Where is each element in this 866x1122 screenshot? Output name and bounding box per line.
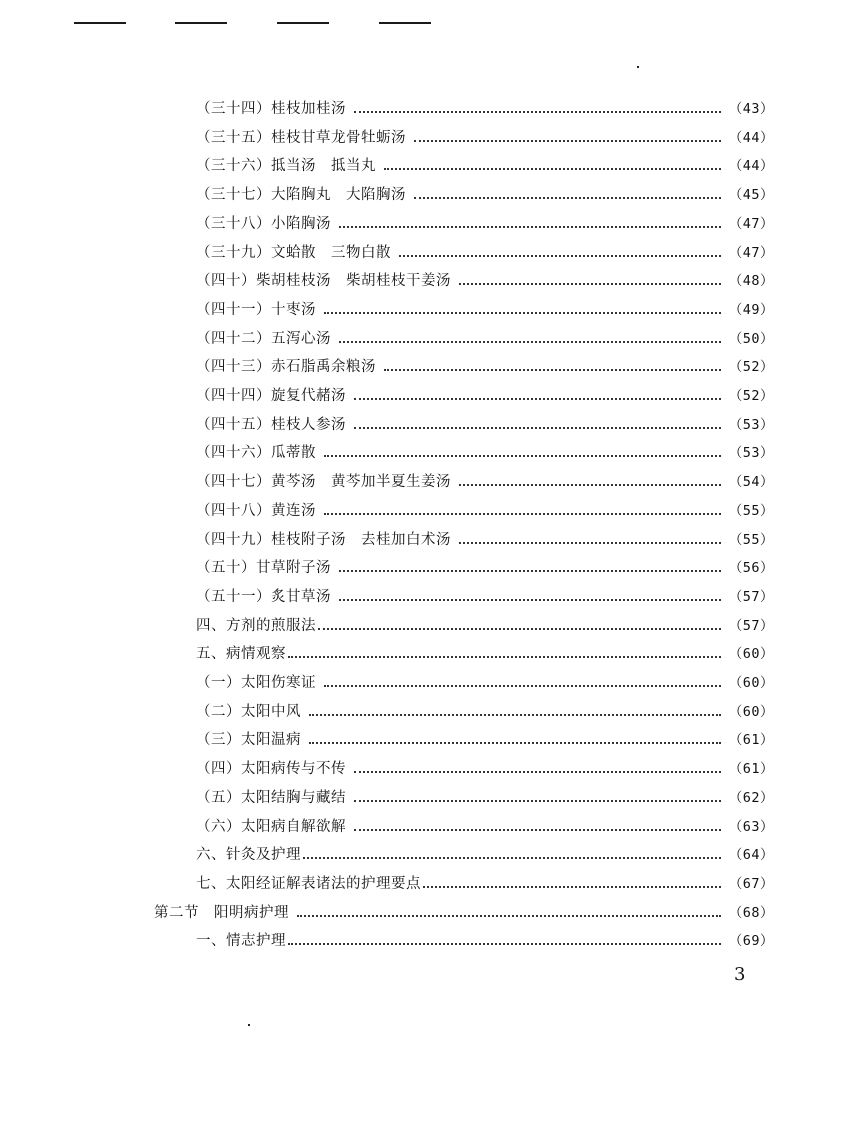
toc-entry[interactable] bbox=[196, 299, 774, 321]
toc-entry[interactable] bbox=[196, 844, 774, 866]
toc-leader bbox=[309, 742, 721, 744]
header-rule-1 bbox=[74, 22, 126, 24]
toc-entry-title: （四十六）瓜蒂散 bbox=[196, 445, 316, 462]
toc-entry-page: （55） bbox=[728, 531, 774, 548]
toc-entry-page: （56） bbox=[728, 560, 774, 577]
toc-leader bbox=[459, 484, 721, 486]
toc-entry-title: （三十五）桂枝甘草龙骨牡蛎汤 bbox=[196, 129, 406, 146]
toc-entry-page: （60） bbox=[728, 646, 774, 663]
toc-leader bbox=[303, 857, 721, 859]
toc-entry-title: （三）太阳温病 bbox=[196, 732, 301, 749]
scan-speck bbox=[248, 1024, 250, 1026]
toc-leader bbox=[414, 140, 721, 142]
toc-leader bbox=[459, 283, 721, 285]
toc-entry-page: （45） bbox=[728, 187, 774, 204]
toc-leader bbox=[309, 714, 721, 716]
toc-entry-title: 六、针灸及护理 bbox=[196, 847, 301, 864]
toc-entry[interactable] bbox=[196, 758, 774, 780]
toc-entry-title: （四十四）旋复代赭汤 bbox=[196, 388, 346, 404]
toc-leader bbox=[354, 771, 721, 773]
toc-leader bbox=[414, 197, 721, 199]
toc-entry[interactable] bbox=[196, 615, 774, 637]
toc-entry-page: （54） bbox=[728, 474, 774, 491]
toc-entry[interactable] bbox=[196, 98, 774, 120]
toc-entry[interactable] bbox=[196, 184, 774, 206]
toc-entry[interactable] bbox=[196, 729, 774, 751]
toc-entry-page: （48） bbox=[728, 273, 774, 290]
toc-entry-title: （五十一）炙甘草汤 bbox=[196, 588, 331, 605]
toc-entry-page: （67） bbox=[728, 875, 774, 892]
toc-leader bbox=[339, 226, 721, 228]
toc-leader bbox=[354, 427, 721, 429]
toc-entry[interactable] bbox=[196, 471, 774, 493]
toc-leader bbox=[339, 570, 721, 572]
toc-entry-title: （四十七）黄芩汤 黄芩加半夏生姜汤 bbox=[196, 474, 451, 491]
toc-entry[interactable] bbox=[196, 127, 774, 149]
toc-entry-title: （四十二）五泻心汤 bbox=[196, 330, 331, 347]
header-rule-3 bbox=[277, 22, 329, 24]
toc-entry[interactable] bbox=[196, 816, 774, 838]
toc-leader bbox=[423, 886, 721, 888]
toc-entry-page: （69） bbox=[728, 933, 774, 950]
toc-leader bbox=[384, 168, 721, 170]
toc-entry-title: （三十四）桂枝加桂汤 bbox=[196, 101, 346, 117]
toc-entry[interactable] bbox=[196, 356, 774, 378]
toc-entry[interactable] bbox=[196, 442, 774, 464]
toc-entry-page: （50） bbox=[728, 330, 774, 347]
toc-entry[interactable] bbox=[196, 557, 774, 579]
toc-leader bbox=[339, 341, 721, 343]
toc-entry-page: （44） bbox=[728, 158, 774, 175]
toc-entry[interactable] bbox=[196, 414, 774, 436]
toc-entry-title: （三十七）大陷胸丸 大陷胸汤 bbox=[196, 187, 406, 204]
toc-entry[interactable] bbox=[196, 385, 774, 407]
toc-entry[interactable] bbox=[196, 643, 774, 665]
toc-leader bbox=[354, 800, 721, 802]
toc-entry[interactable] bbox=[196, 328, 774, 350]
toc-entry-title: 四、方剂的煎服法 bbox=[196, 617, 316, 634]
toc-entry-page: （63） bbox=[728, 818, 774, 835]
toc-entry-page: （49） bbox=[728, 301, 774, 318]
toc-entry-title: （三十九）文蛤散 三物白散 bbox=[196, 244, 391, 261]
toc-entry-page: （44） bbox=[728, 129, 774, 146]
page-number: 3 bbox=[734, 964, 746, 985]
toc-entry-title: （四十一）十枣汤 bbox=[196, 301, 316, 318]
toc-entry-page: （47） bbox=[728, 244, 774, 261]
toc-entry[interactable] bbox=[196, 787, 774, 809]
toc-entry-page: （64） bbox=[728, 847, 774, 864]
toc-entry[interactable] bbox=[196, 873, 774, 895]
toc-leader bbox=[297, 915, 721, 917]
toc-entry-page: （62） bbox=[728, 789, 774, 806]
header-rule-2 bbox=[175, 22, 227, 24]
toc-entry[interactable] bbox=[196, 213, 774, 235]
toc-entry-page: （52） bbox=[728, 359, 774, 376]
toc-leader bbox=[354, 829, 721, 831]
toc-leader bbox=[288, 943, 721, 945]
toc-entry-page: （68） bbox=[728, 904, 774, 921]
toc-leader bbox=[354, 111, 721, 113]
toc-entry-page: （57） bbox=[728, 588, 774, 605]
toc-leader bbox=[324, 455, 721, 457]
toc-entry-title: （五）太阳结胸与藏结 bbox=[196, 789, 346, 806]
toc-entry-page: （61） bbox=[728, 761, 774, 778]
toc-entry-page: （43） bbox=[728, 101, 774, 117]
toc-entry[interactable] bbox=[196, 529, 774, 551]
toc-leader bbox=[354, 398, 721, 400]
toc-entry-page: （55） bbox=[728, 502, 774, 519]
toc-entry-title: （六）太阳病自解欲解 bbox=[196, 818, 346, 835]
toc-entry[interactable] bbox=[196, 155, 774, 177]
header-rule-4 bbox=[379, 22, 431, 24]
toc-entry-title: （四十三）赤石脂禹余粮汤 bbox=[196, 359, 376, 376]
toc-entry-title: （二）太阳中风 bbox=[196, 703, 301, 720]
toc-leader bbox=[324, 685, 721, 687]
toc-entry-page: （52） bbox=[728, 388, 774, 404]
toc-entry[interactable] bbox=[196, 930, 774, 952]
toc-entry-page: （57） bbox=[728, 617, 774, 634]
toc-entry[interactable] bbox=[196, 701, 774, 723]
toc-entry-title: （四十五）桂枝人参汤 bbox=[196, 416, 346, 433]
toc-leader bbox=[288, 656, 721, 658]
toc-leader bbox=[399, 255, 721, 257]
toc-entry-page: （60） bbox=[728, 675, 774, 691]
toc-entry-page: （47） bbox=[728, 215, 774, 232]
toc-entry[interactable] bbox=[196, 672, 774, 694]
toc-leader bbox=[339, 599, 721, 601]
toc-entry-title: 七、太阳经证解表诸法的护理要点 bbox=[196, 875, 421, 892]
toc-entry-title: （三十八）小陷胸汤 bbox=[196, 215, 331, 232]
toc-entry-title: （五十）甘草附子汤 bbox=[196, 560, 331, 577]
toc-entry[interactable] bbox=[196, 586, 774, 608]
toc-leader bbox=[324, 312, 721, 314]
toc-entry[interactable] bbox=[196, 270, 774, 292]
toc-entry-title: 第二节 阳明病护理 bbox=[154, 904, 289, 921]
toc-entry-title: 一、情志护理 bbox=[196, 933, 286, 950]
toc-entry-page: （60） bbox=[728, 703, 774, 720]
toc-entry-title: （三十六）抵当汤 抵当丸 bbox=[196, 158, 376, 175]
toc-leader bbox=[318, 628, 721, 630]
toc-entry-title: （一）太阳伤寒证 bbox=[196, 675, 316, 691]
toc-entry[interactable] bbox=[196, 500, 774, 522]
toc-entry-page: （53） bbox=[728, 416, 774, 433]
toc-entry-page: （61） bbox=[728, 732, 774, 749]
toc-entry-title: （四十九）桂枝附子汤 去桂加白术汤 bbox=[196, 531, 451, 548]
toc-leader bbox=[459, 542, 721, 544]
toc-entry-title: （四十八）黄连汤 bbox=[196, 502, 316, 519]
toc-leader bbox=[384, 369, 721, 371]
scan-speck bbox=[637, 66, 639, 68]
toc-leader bbox=[324, 513, 721, 515]
toc-entry-title: （四）太阳病传与不传 bbox=[196, 761, 346, 778]
toc-entry-page: （53） bbox=[728, 445, 774, 462]
toc-entry[interactable] bbox=[154, 902, 774, 924]
toc-entry-title: （四十）柴胡桂枝汤 柴胡桂枝干姜汤 bbox=[196, 273, 451, 290]
toc-entry[interactable] bbox=[196, 242, 774, 264]
toc-entry-title: 五、病情观察 bbox=[196, 646, 286, 663]
